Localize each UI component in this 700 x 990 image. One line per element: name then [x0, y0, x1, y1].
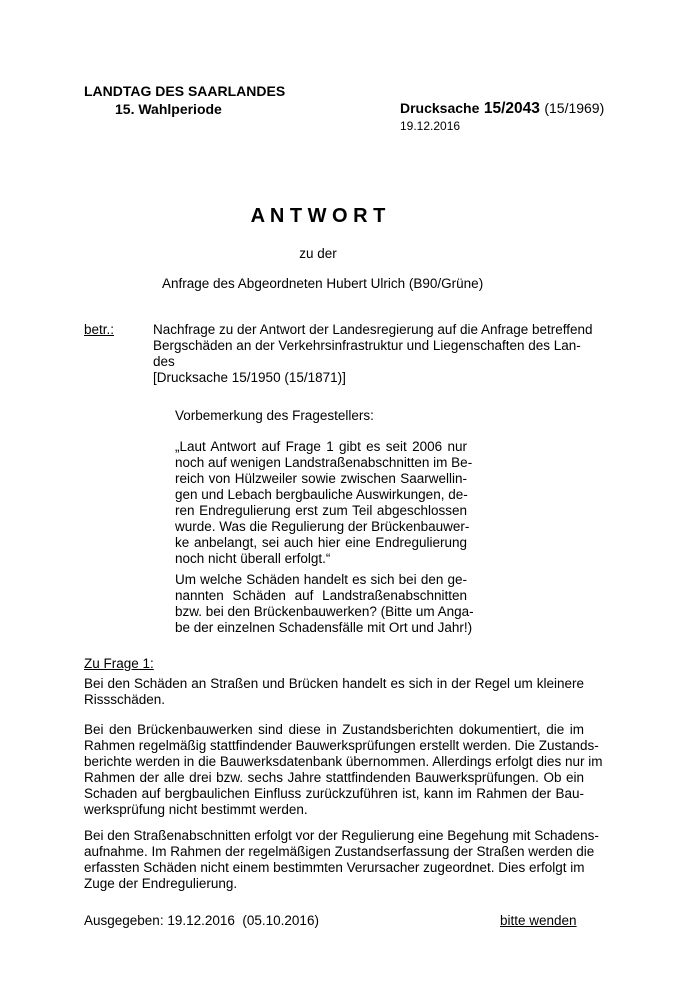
quote-line: ke anbelangt, sei auch hier eine Endregulierung: [175, 535, 467, 550]
betr-line: Bergschäden an der Verkehrsinfrastruktur und Liegenschaften des Lan-: [153, 338, 581, 353]
issued-line: Ausgegeben: 19.12.2016 (05.10.2016): [84, 913, 319, 928]
quote-line: ren Endregulierung erst zum Teil abgeschlossen: [175, 503, 467, 518]
question-line: be der einzelnen Schadensfälle mit Ort und Jahr!): [175, 620, 473, 635]
quote-line: noch auf wenigen Landstraßenabschnitten im Be-: [175, 455, 473, 470]
drucksache-ref: (15/1969): [544, 100, 605, 116]
question-line: nannten Schäden auf Landstraßenabschnitten: [175, 588, 467, 603]
drucksache-label: Drucksache: [400, 100, 480, 116]
legislative-period: 15. Wahlperiode: [115, 101, 222, 117]
quote-line: noch nicht überall erfolgt.“: [175, 551, 331, 566]
document-title: A N T W O R T: [250, 205, 386, 227]
answer-line: aufnahme. Im Rahmen der regelmäßigen Zustandserfassung der Straßen werden die: [84, 844, 595, 859]
question-line: bzw. bei den Brückenbauwerken? (Bitte um Anga-: [175, 604, 474, 619]
document-date: 19.12.2016: [400, 119, 461, 133]
answer-line: Schaden auf bergbaulichen Einfluss zurückzuführen ist, kann im Rahmen der Bau-: [84, 786, 584, 801]
answer-line: Rahmen der alle drei bzw. sechs Jahre stattfindenden Bauwerksprüfungen. Ob ein: [84, 770, 584, 785]
quote-line: „Laut Antwort auf Frage 1 gibt es seit 2006 nur: [175, 439, 467, 454]
turn-page-note: bitte wenden: [500, 913, 577, 928]
zu-der: zu der: [299, 246, 337, 261]
betr-line: Nachfrage zu der Antwort der Landesregierung auf die Anfrage betreffend: [153, 322, 593, 337]
quote-line: gen und Lebach bergbauliche Auswirkungen, de-: [175, 487, 468, 502]
answer-paragraph-1: [84, 676, 584, 708]
vorbemerkung-quote: [175, 439, 473, 567]
answer-line: werksprüfung nicht bestimmt werden.: [84, 802, 308, 817]
betr-line: des: [153, 354, 175, 369]
question-line: Um welche Schäden handelt es sich bei den ge-: [175, 572, 467, 587]
anfrage-line: Anfrage des Abgeordneten Hubert Ulrich (B90/Grüne): [162, 276, 484, 291]
parliament-name: LANDTAG DES SAARLANDES: [84, 83, 286, 99]
drucksache: [400, 100, 604, 118]
drucksache-number: 15/2043: [483, 100, 540, 117]
betr-block: [153, 322, 593, 386]
answer-line: Bei den Brückenbauwerken sind diese in Zustandsberichten dokumentiert, die im: [84, 722, 584, 737]
answer-paragraph-3: [84, 828, 599, 892]
answer-paragraph-2: [84, 722, 603, 818]
answer-line: Bei den Schäden an Straßen und Brücken handelt es sich in der Regel um kleinere: [84, 676, 584, 691]
quote-line: wurde. Was die Regulierung der Brückenbauwer-: [175, 519, 470, 534]
answer-line: berichte werden in die Bauwerksdatenbank übernommen. Allerdings erfolgt dies nur im: [84, 754, 603, 769]
answer-line: erfassten Schäden nicht einem bestimmten Verursacher zugeordnet. Dies erfolgt im: [84, 860, 585, 875]
betr-label: betr.:: [84, 322, 115, 337]
vorbemerkung-heading: Vorbemerkung des Fragestellers:: [175, 408, 374, 423]
answer-line: Rahmen regelmäßig stattfindender Bauwerksprüfungen erstellt werden. Die Zustands-: [84, 738, 599, 753]
quote-line: reich von Hülzweiler sowie zwischen Saarwellin-: [175, 471, 467, 486]
answer-line: Zuge der Endregulierung.: [84, 876, 238, 891]
answer-line: Bei den Straßenabschnitten erfolgt vor der Regulierung eine Begehung mit Schadens-: [84, 828, 599, 843]
answer-line: Rissschäden.: [84, 692, 166, 707]
vorbemerkung-question: [175, 572, 474, 636]
betr-line: [Drucksache 15/1950 (15/1871)]: [153, 370, 346, 385]
answer-heading: Zu Frage 1:: [84, 656, 154, 671]
